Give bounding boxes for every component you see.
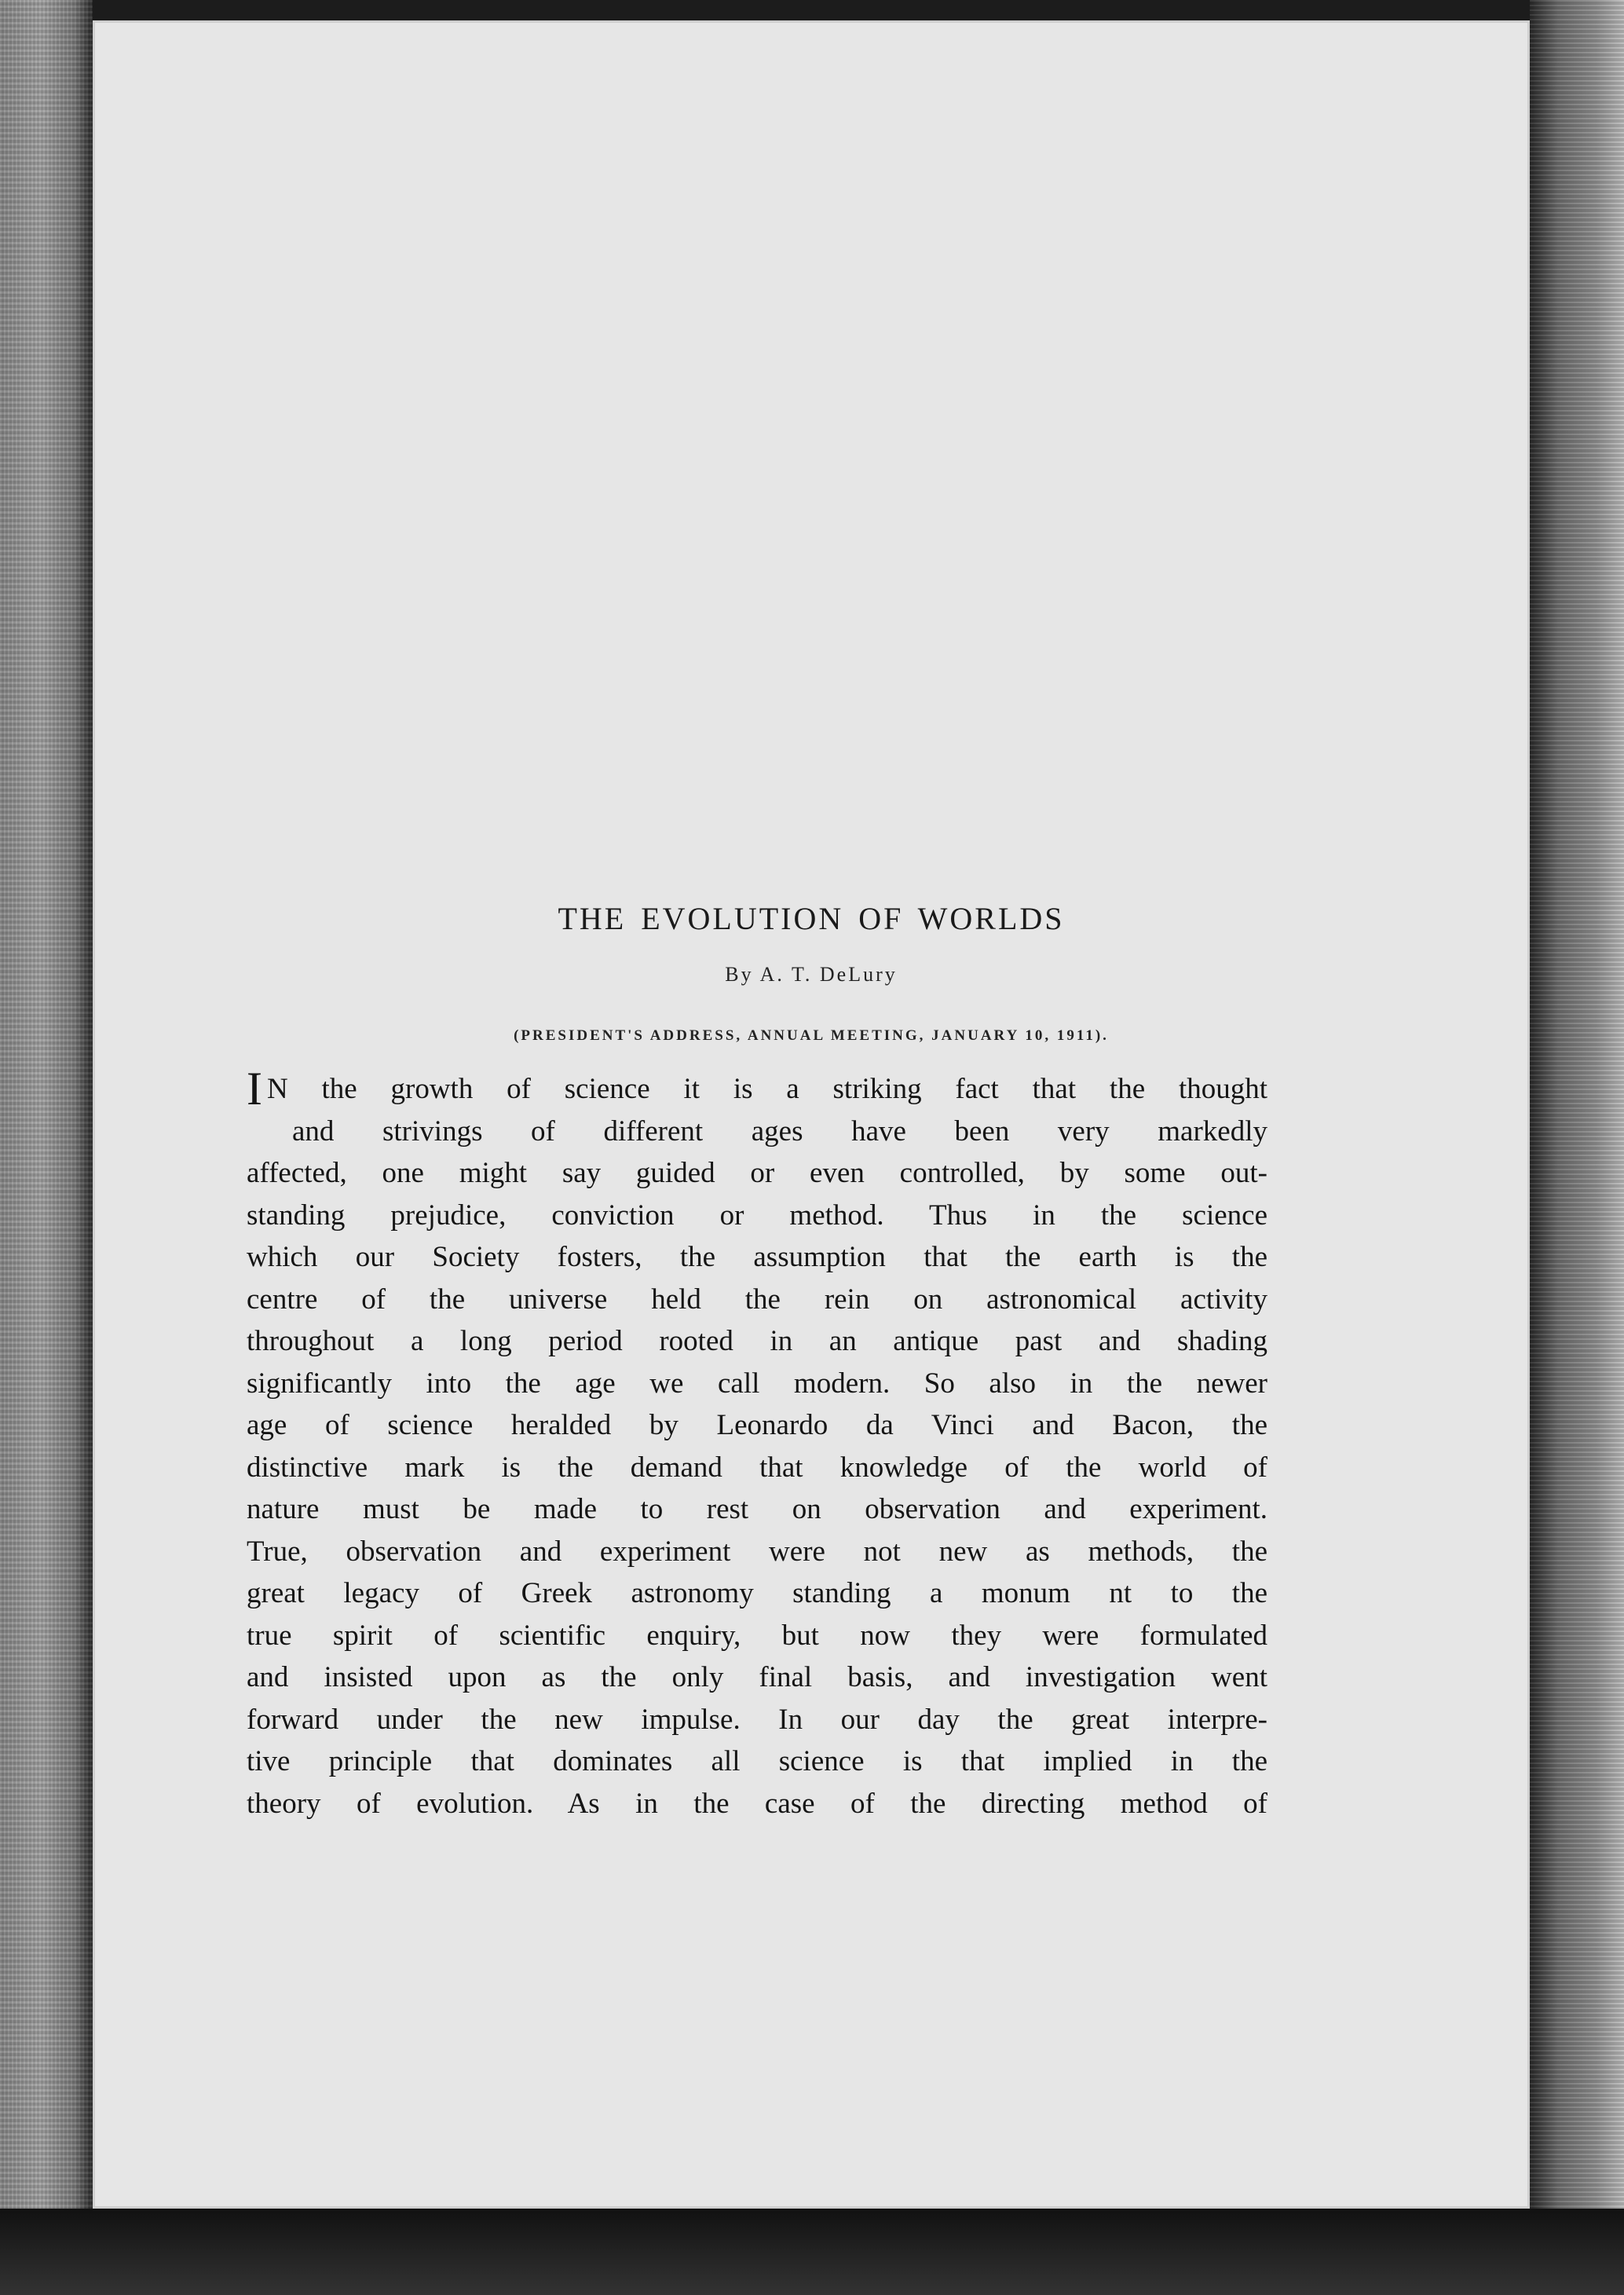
- body-line: True, observation and experiment were not new as methods, the: [247, 1535, 1267, 1568]
- body-line: [247, 1063, 1267, 1115]
- body-line: true spirit of scientific enquiry, but now they were formulated: [247, 1619, 1267, 1652]
- binding-edge: [0, 0, 93, 2295]
- body-line: standing prejudice, conviction or method. Thus in the science: [247, 1199, 1267, 1232]
- body-line: forward under the new impulse. In our day the great interpre-: [247, 1703, 1267, 1736]
- bottom-page-edge: [0, 2209, 1624, 2295]
- body-line: distinctive mark is the demand that knowledge of the world of: [247, 1451, 1267, 1484]
- body-line: throughout a long period rooted in an antique past and shading: [247, 1325, 1267, 1357]
- right-page-edge: [1530, 0, 1624, 2295]
- body-line: which our Society fosters, the assumption that the earth is the: [247, 1241, 1267, 1273]
- article-body: [247, 1063, 1267, 1825]
- body-line-text: N the growth of science it is a striking fact that the thought: [266, 1073, 1267, 1105]
- body-line: affected, one might say guided or even controlled, by some out-: [247, 1157, 1267, 1189]
- body-line: and insisted upon as the only final basis, and investigation went: [247, 1661, 1267, 1693]
- drop-cap: I: [247, 1063, 262, 1115]
- body-line: great legacy of Greek astronomy standing a monum nt to the: [247, 1577, 1267, 1609]
- body-line: significantly into the age we call modern. So also in the newer: [247, 1367, 1267, 1400]
- body-line: age of science heralded by Leonardo da Vinci and Bacon, the: [247, 1409, 1267, 1441]
- body-line: tive principle that dominates all science is that implied in the: [247, 1745, 1267, 1777]
- body-line: nature must be made to rest on observation and experiment.: [247, 1493, 1267, 1525]
- article-byline: By A. T. DeLury: [725, 963, 898, 986]
- article-title: THE EVOLUTION OF WORLDS: [558, 901, 1065, 936]
- body-line: theory of evolution. As in the case of the directing method of: [247, 1787, 1267, 1820]
- article-subtitle: (PRESIDENT'S ADDRESS, ANNUAL MEETING, JANUARY 10, 1911).: [514, 1027, 1109, 1044]
- body-line: centre of the universe held the rein on astronomical activity: [247, 1283, 1267, 1316]
- body-line: and strivings of different ages have been very markedly: [292, 1115, 1267, 1148]
